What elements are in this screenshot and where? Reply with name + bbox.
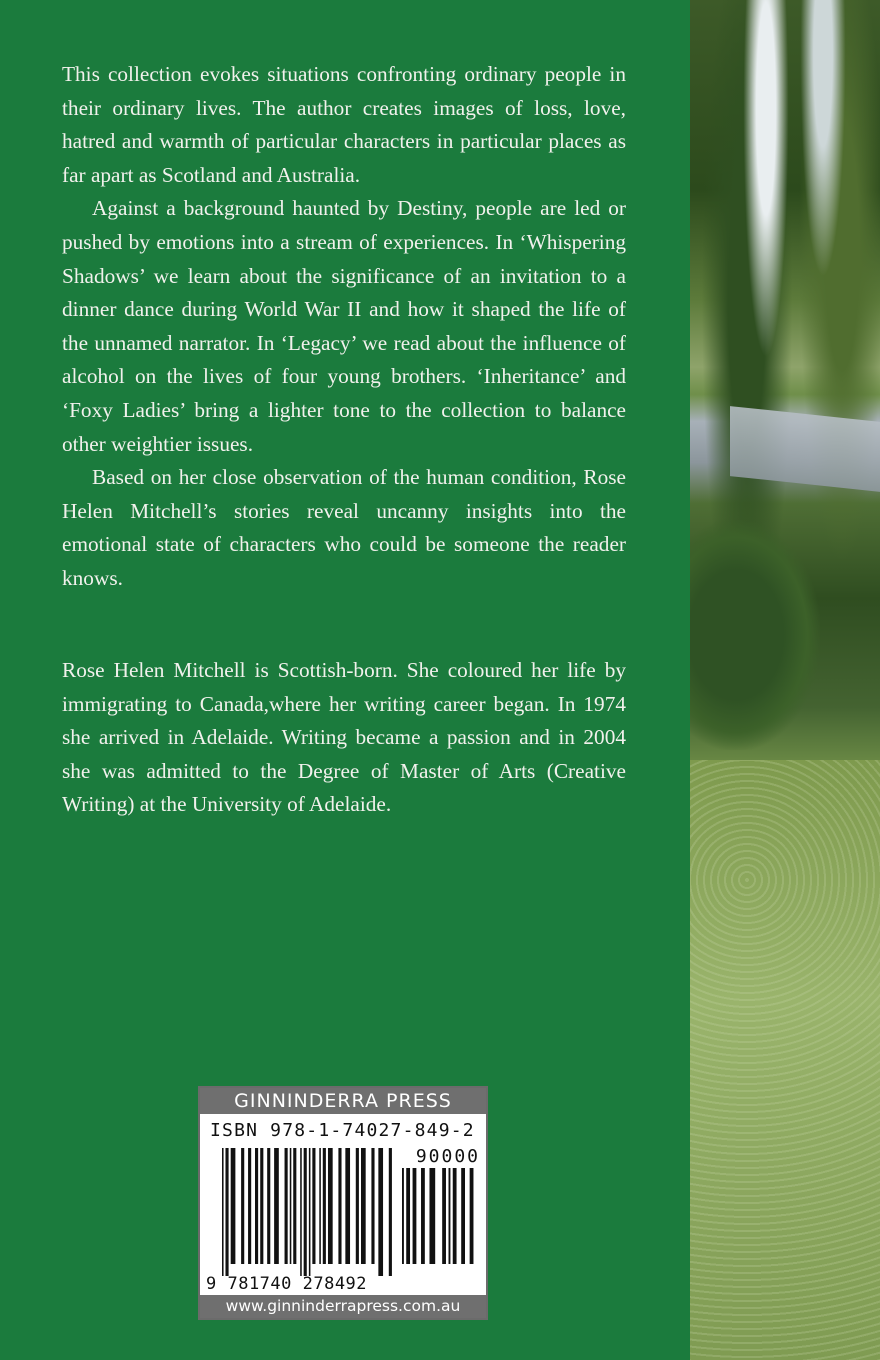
ean-digits: 9 781740 278492 [206, 1274, 368, 1294]
barcode-bar [231, 1148, 236, 1264]
garden-photo [690, 0, 880, 1360]
barcode-bar [338, 1148, 341, 1264]
barcode-bar [225, 1148, 228, 1276]
barcode-bar [371, 1148, 374, 1264]
barcode-bar [222, 1148, 224, 1276]
isbn-number: ISBN 978-1-74027-849-2 [210, 1120, 475, 1141]
barcode-bar [267, 1148, 270, 1264]
barcode-bar [429, 1168, 435, 1264]
author-bio [62, 654, 626, 822]
ean-barcode [222, 1148, 394, 1276]
barcode-bar [345, 1148, 350, 1264]
barcode-bar [442, 1168, 446, 1264]
barcode-bar [300, 1148, 302, 1276]
barcode-bar [319, 1148, 321, 1264]
barcode-bar [406, 1168, 410, 1264]
barcode-bar [453, 1168, 457, 1264]
blurb-paragraph-3: Based on her close observation of the human condition, Rose Helen Mitchell’s stories reveal uncanny insights into the emotional state of characters who could be someone the reader knows. [62, 465, 626, 590]
barcode-bar [293, 1148, 296, 1264]
barcode-bar [328, 1148, 333, 1264]
barcode-bar [389, 1148, 392, 1276]
photo-lawn [690, 760, 880, 1360]
blurb [62, 58, 626, 596]
barcode-bar [248, 1148, 251, 1264]
blurb-paragraph-2: Against a background haunted by Destiny, people are led or pushed by emotions into a stream of experiences. In ‘Whispering Shadows’ we learn about the significance of an invitation to a dinner dance during World War II and how it shaped the life of the unnamed narrator. In ‘Legacy’ we read about the influence of alcohol on the lives of four young brothers. ‘Inheritance’ and ‘Foxy Ladies’ bring a lighter tone to the collection to balance other weightier issues. [62, 196, 626, 456]
barcode-bar [323, 1148, 326, 1264]
barcode-bar [304, 1148, 307, 1276]
barcode-bar [413, 1168, 417, 1264]
blurb-paragraph-1: This collection evokes situations confronting ordinary people in their ordinary lives. The author creates images of loss, love, hatred and warmth of particular characters in particular places as far apart as Scotland and Australia. [62, 62, 626, 187]
barcode-bar [356, 1148, 359, 1264]
barcode-bar [285, 1148, 288, 1264]
barcode-bar [378, 1148, 383, 1276]
author-bio-text: Rose Helen Mitchell is Scottish-born. She coloured her life by immigrating to Canada,where her writing career began. In 1974 she arrived in Adelaide. Writing became a passion and in 2004 she was admitted to the Degree of Master of Arts (Creative Writing) at the University of Adelaide. [62, 658, 626, 817]
publisher-website: www.ginninderrapress.com.au [200, 1295, 486, 1318]
barcode-bar [470, 1168, 474, 1264]
barcode-bar [260, 1148, 263, 1264]
barcode-bar [290, 1148, 292, 1264]
barcode-bar [421, 1168, 425, 1264]
barcode-bar [361, 1148, 366, 1264]
photo-road [730, 406, 880, 494]
barcode-bar [461, 1168, 465, 1264]
publisher-name: GINNINDERRA PRESS [200, 1088, 486, 1114]
barcode-bar [309, 1148, 311, 1276]
photo-hedge [690, 520, 820, 750]
barcode-bar [255, 1148, 258, 1264]
barcode-bar [274, 1148, 279, 1264]
addon-barcode [402, 1168, 476, 1276]
barcode-bar [402, 1168, 404, 1264]
barcode-bar [312, 1148, 315, 1264]
barcode-bar [449, 1168, 451, 1264]
isbn-barcode-box [198, 1086, 488, 1320]
barcode-bar [241, 1148, 244, 1264]
price-code: 90000 [415, 1146, 480, 1167]
